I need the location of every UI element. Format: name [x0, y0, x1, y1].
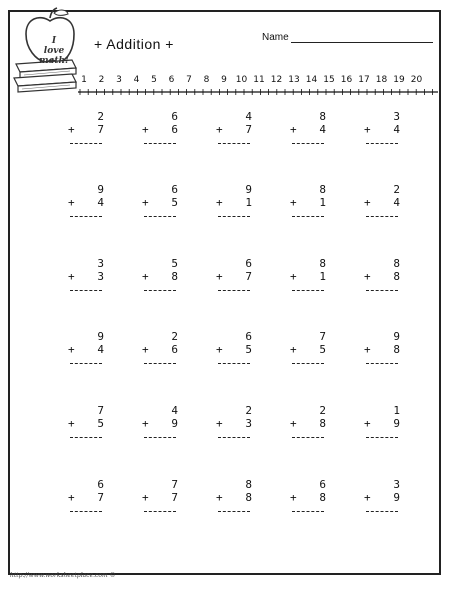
problem-operator-row — [64, 270, 108, 283]
problem-operator-row — [138, 417, 182, 430]
answer-line[interactable] — [218, 363, 250, 364]
problem-top-number: 7 — [171, 478, 178, 491]
plus-sign: + — [68, 270, 75, 283]
problem-top-number: 6 — [97, 478, 104, 491]
problem-operator-row — [360, 343, 404, 356]
problem-top-number: 3 — [393, 110, 400, 123]
plus-sign: + — [216, 417, 223, 430]
number-line — [0, 0, 464, 110]
plus-sign: + — [290, 270, 297, 283]
plus-sign: + — [290, 417, 297, 430]
problem-bottom-number: 5 — [171, 196, 178, 209]
problem-top-number: 1 — [393, 404, 400, 417]
addition-problem — [138, 478, 182, 512]
problem-top-number: 2 — [393, 183, 400, 196]
addition-problem — [360, 330, 404, 364]
problem-bottom-number: 4 — [319, 123, 326, 136]
problem-operator-row — [286, 343, 330, 356]
problem-operator-row — [286, 196, 330, 209]
answer-line[interactable] — [144, 290, 176, 291]
addition-problem — [286, 404, 330, 438]
problem-top-number: 6 — [319, 478, 326, 491]
plus-sign: + — [142, 491, 149, 504]
problem-top-number: 9 — [97, 330, 104, 343]
problem-operator-row — [212, 123, 256, 136]
problem-bottom-number: 8 — [245, 491, 252, 504]
plus-sign: + — [364, 491, 371, 504]
problem-top-number: 9 — [393, 330, 400, 343]
plus-sign: + — [68, 417, 75, 430]
answer-line[interactable] — [366, 437, 398, 438]
answer-line[interactable] — [218, 216, 250, 217]
problem-top-number: 5 — [171, 257, 178, 270]
problem-top-number: 2 — [97, 110, 104, 123]
problem-bottom-number: 8 — [319, 491, 326, 504]
answer-line[interactable] — [144, 511, 176, 512]
problem-operator-row — [360, 123, 404, 136]
answer-line[interactable] — [70, 511, 102, 512]
answer-line[interactable] — [70, 363, 102, 364]
problem-operator-row — [64, 343, 108, 356]
addition-problem — [64, 257, 108, 291]
addition-problem — [212, 110, 256, 144]
answer-line[interactable] — [144, 363, 176, 364]
problem-bottom-number: 3 — [97, 270, 104, 283]
plus-sign: + — [364, 196, 371, 209]
addition-problem — [360, 478, 404, 512]
number-line-label: 9 — [221, 75, 227, 85]
addition-problem — [138, 257, 182, 291]
problem-bottom-number: 9 — [393, 491, 400, 504]
number-line-label: 19 — [393, 75, 405, 85]
name-label: Name — [262, 32, 289, 43]
plus-sign: + — [216, 343, 223, 356]
problem-operator-row — [212, 270, 256, 283]
footer-url: http://www.worksheetplace.com © — [10, 572, 116, 579]
problem-bottom-number: 8 — [393, 270, 400, 283]
problem-top-number: 4 — [245, 110, 252, 123]
plus-sign: + — [364, 270, 371, 283]
addition-problem — [286, 183, 330, 217]
problem-operator-row — [212, 491, 256, 504]
plus-sign: + — [216, 270, 223, 283]
addition-problem — [64, 404, 108, 438]
answer-line[interactable] — [218, 143, 250, 144]
problem-top-number: 3 — [97, 257, 104, 270]
number-line-label: 18 — [375, 75, 388, 85]
addition-problem — [64, 478, 108, 512]
problem-bottom-number: 5 — [319, 343, 326, 356]
plus-sign: + — [364, 417, 371, 430]
problem-operator-row — [138, 491, 182, 504]
problem-bottom-number: 1 — [245, 196, 252, 209]
plus-sign: + — [68, 196, 75, 209]
addition-problem — [138, 404, 182, 438]
answer-line[interactable] — [366, 511, 398, 512]
number-line-label: 1 — [81, 75, 87, 85]
problem-bottom-number: 4 — [393, 196, 400, 209]
answer-line[interactable] — [292, 216, 324, 217]
problem-top-number: 7 — [97, 404, 104, 417]
problem-operator-row — [212, 343, 256, 356]
problem-operator-row — [138, 123, 182, 136]
number-line-label: 10 — [235, 75, 248, 85]
number-line-label: 14 — [305, 75, 318, 85]
problem-operator-row — [286, 491, 330, 504]
problem-top-number: 6 — [245, 257, 252, 270]
plus-sign: + — [216, 123, 223, 136]
number-line-label: 5 — [151, 75, 157, 85]
problem-top-number: 6 — [171, 110, 178, 123]
problem-top-number: 8 — [319, 257, 326, 270]
problem-bottom-number: 8 — [171, 270, 178, 283]
addition-problem — [286, 257, 330, 291]
problem-operator-row — [138, 343, 182, 356]
answer-line[interactable] — [70, 216, 102, 217]
addition-problem — [64, 330, 108, 364]
plus-sign: + — [142, 123, 149, 136]
problem-bottom-number: 9 — [171, 417, 178, 430]
problem-operator-row — [286, 417, 330, 430]
number-line-label: 3 — [116, 75, 122, 85]
problem-bottom-number: 1 — [319, 196, 326, 209]
answer-line[interactable] — [218, 437, 250, 438]
problem-operator-row — [64, 417, 108, 430]
answer-line[interactable] — [70, 290, 102, 291]
number-line-label: 7 — [186, 75, 192, 85]
problem-bottom-number: 7 — [171, 491, 178, 504]
number-line-labels — [81, 75, 422, 85]
addition-problem — [212, 330, 256, 364]
problem-operator-row — [286, 270, 330, 283]
answer-line[interactable] — [144, 437, 176, 438]
problem-bottom-number: 7 — [245, 270, 252, 283]
problem-top-number: 7 — [319, 330, 326, 343]
plus-sign: + — [364, 123, 371, 136]
number-line-label: 16 — [340, 75, 353, 85]
addition-problem — [138, 330, 182, 364]
problem-bottom-number: 4 — [97, 196, 104, 209]
number-line-label: 17 — [358, 75, 370, 85]
addition-problem — [360, 110, 404, 144]
answer-line[interactable] — [366, 216, 398, 217]
problem-bottom-number: 5 — [245, 343, 252, 356]
number-line-label: 20 — [410, 75, 423, 85]
problem-top-number: 4 — [171, 404, 178, 417]
plus-sign: + — [290, 343, 297, 356]
answer-line[interactable] — [70, 437, 102, 438]
number-line-label: 2 — [98, 75, 105, 85]
problem-operator-row — [212, 417, 256, 430]
plus-sign: + — [142, 270, 149, 283]
problem-operator-row — [360, 491, 404, 504]
addition-problem — [138, 110, 182, 144]
problem-operator-row — [138, 196, 182, 209]
problem-operator-row — [64, 491, 108, 504]
addition-problem — [286, 330, 330, 364]
answer-line[interactable] — [292, 363, 324, 364]
addition-problem — [212, 183, 256, 217]
problem-operator-row — [360, 417, 404, 430]
number-line-label: 13 — [288, 75, 300, 85]
answer-line[interactable] — [292, 290, 324, 291]
problem-top-number: 6 — [171, 183, 178, 196]
problem-operator-row — [360, 270, 404, 283]
problem-bottom-number: 5 — [97, 417, 104, 430]
addition-problem — [138, 183, 182, 217]
problem-top-number: 8 — [319, 183, 326, 196]
plus-sign: + — [142, 343, 149, 356]
problem-bottom-number: 7 — [97, 491, 104, 504]
addition-problem — [64, 183, 108, 217]
answer-line[interactable] — [366, 363, 398, 364]
addition-problem — [212, 257, 256, 291]
answer-line[interactable] — [218, 511, 250, 512]
addition-problem — [360, 404, 404, 438]
problem-operator-row — [286, 123, 330, 136]
addition-problem — [286, 478, 330, 512]
problem-top-number: 2 — [245, 404, 252, 417]
addition-problem — [286, 110, 330, 144]
problem-bottom-number: 6 — [171, 123, 178, 136]
answer-line[interactable] — [218, 290, 250, 291]
number-line-label: 11 — [253, 75, 265, 85]
plus-sign: + — [142, 196, 149, 209]
problem-top-number: 9 — [245, 183, 252, 196]
problem-bottom-number: 4 — [97, 343, 104, 356]
addition-problem — [212, 478, 256, 512]
problem-operator-row — [138, 270, 182, 283]
logo-text: I love math! — [38, 36, 69, 66]
plus-sign: + — [68, 123, 75, 136]
problem-bottom-number: 8 — [319, 417, 326, 430]
problem-top-number: 8 — [319, 110, 326, 123]
number-line-label: 6 — [168, 75, 175, 85]
problem-top-number: 2 — [319, 404, 326, 417]
addition-problem — [360, 183, 404, 217]
number-line-label: 15 — [323, 75, 335, 85]
addition-problem — [360, 257, 404, 291]
plus-sign: + — [68, 343, 75, 356]
number-line-label: 4 — [133, 75, 140, 85]
plus-sign: + — [290, 196, 297, 209]
answer-line[interactable] — [144, 143, 176, 144]
problem-operator-row — [64, 196, 108, 209]
answer-line[interactable] — [292, 143, 324, 144]
problem-bottom-number: 9 — [393, 417, 400, 430]
plus-sign: + — [290, 491, 297, 504]
problem-top-number: 2 — [171, 330, 178, 343]
problem-bottom-number: 7 — [97, 123, 104, 136]
answer-line[interactable] — [366, 290, 398, 291]
problem-bottom-number: 8 — [393, 343, 400, 356]
addition-problem — [212, 404, 256, 438]
plus-sign: + — [216, 491, 223, 504]
problem-top-number: 6 — [245, 330, 252, 343]
problem-bottom-number: 7 — [245, 123, 252, 136]
problem-bottom-number: 6 — [171, 343, 178, 356]
problem-top-number: 8 — [393, 257, 400, 270]
problem-top-number: 3 — [393, 478, 400, 491]
answer-line[interactable] — [70, 143, 102, 144]
number-line-label: 12 — [270, 75, 283, 85]
problem-top-number: 8 — [245, 478, 252, 491]
problem-operator-row — [64, 123, 108, 136]
problem-operator-row — [360, 196, 404, 209]
answer-line[interactable] — [292, 437, 324, 438]
plus-sign: + — [68, 491, 75, 504]
problem-top-number: 9 — [97, 183, 104, 196]
worksheet-title: + Addition + — [94, 36, 174, 52]
answer-line[interactable] — [144, 216, 176, 217]
answer-line[interactable] — [366, 143, 398, 144]
plus-sign: + — [290, 123, 297, 136]
problem-bottom-number: 1 — [319, 270, 326, 283]
number-line-label: 8 — [203, 75, 210, 85]
problem-operator-row — [212, 196, 256, 209]
answer-line[interactable] — [292, 511, 324, 512]
problem-bottom-number: 4 — [393, 123, 400, 136]
addition-problem — [64, 110, 108, 144]
plus-sign: + — [216, 196, 223, 209]
plus-sign: + — [364, 343, 371, 356]
plus-sign: + — [142, 417, 149, 430]
problem-bottom-number: 3 — [245, 417, 252, 430]
